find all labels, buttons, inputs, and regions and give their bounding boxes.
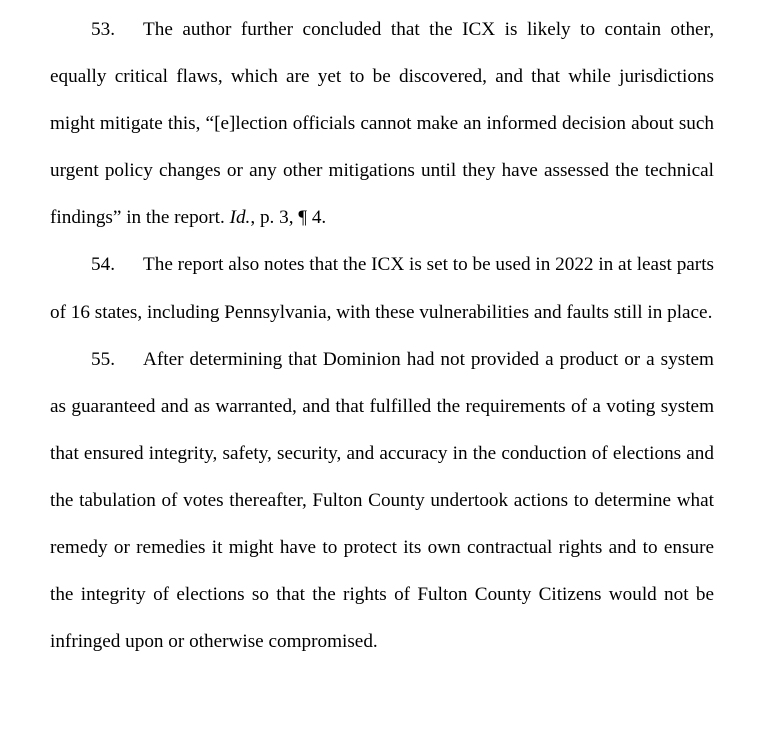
paragraph-54 [50, 241, 714, 335]
paragraph-number: 54. [91, 254, 115, 276]
paragraph-text: After determining that Dominion had not provided a product or a system as guaranteed and as warranted, and that fulfilled the requirements of a voting system that ensured integrity, safety, security, and accuracy in the conduction of elections and the tabulation of votes thereafter, Fulton County undertook actions to determine what remedy or remedies it might have to protect its own contractual rights and to ensure the integrity of elections so that the rights of Fulton County Citizens would not be infringed upon or otherwise compromised. [50, 348, 714, 653]
citation-pinpoint: , p. 3, ¶ 4. [250, 207, 327, 229]
paragraph-53 [50, 6, 714, 241]
citation-id: Id. [229, 207, 251, 229]
paragraph-55 [50, 336, 714, 666]
document-page [50, 6, 714, 665]
paragraph-text: The report also notes that the ICX is set to be used in 2022 in at least parts of 16 states, including Pennsylvania, with these vulnerabilities and faults still in place. [50, 254, 714, 323]
paragraph-number: 55. [91, 348, 115, 370]
paragraph-text: The author further concluded that the ICX is likely to contain other, equally critical flaws, which are yet to be discovered, and that while jurisdictions might mitigate this, “[e]lection officials cannot make an informed decision about such urgent policy changes or any other mitigations until they have assessed the technical findings” in the report. [50, 19, 714, 229]
paragraph-number: 53. [91, 19, 115, 40]
